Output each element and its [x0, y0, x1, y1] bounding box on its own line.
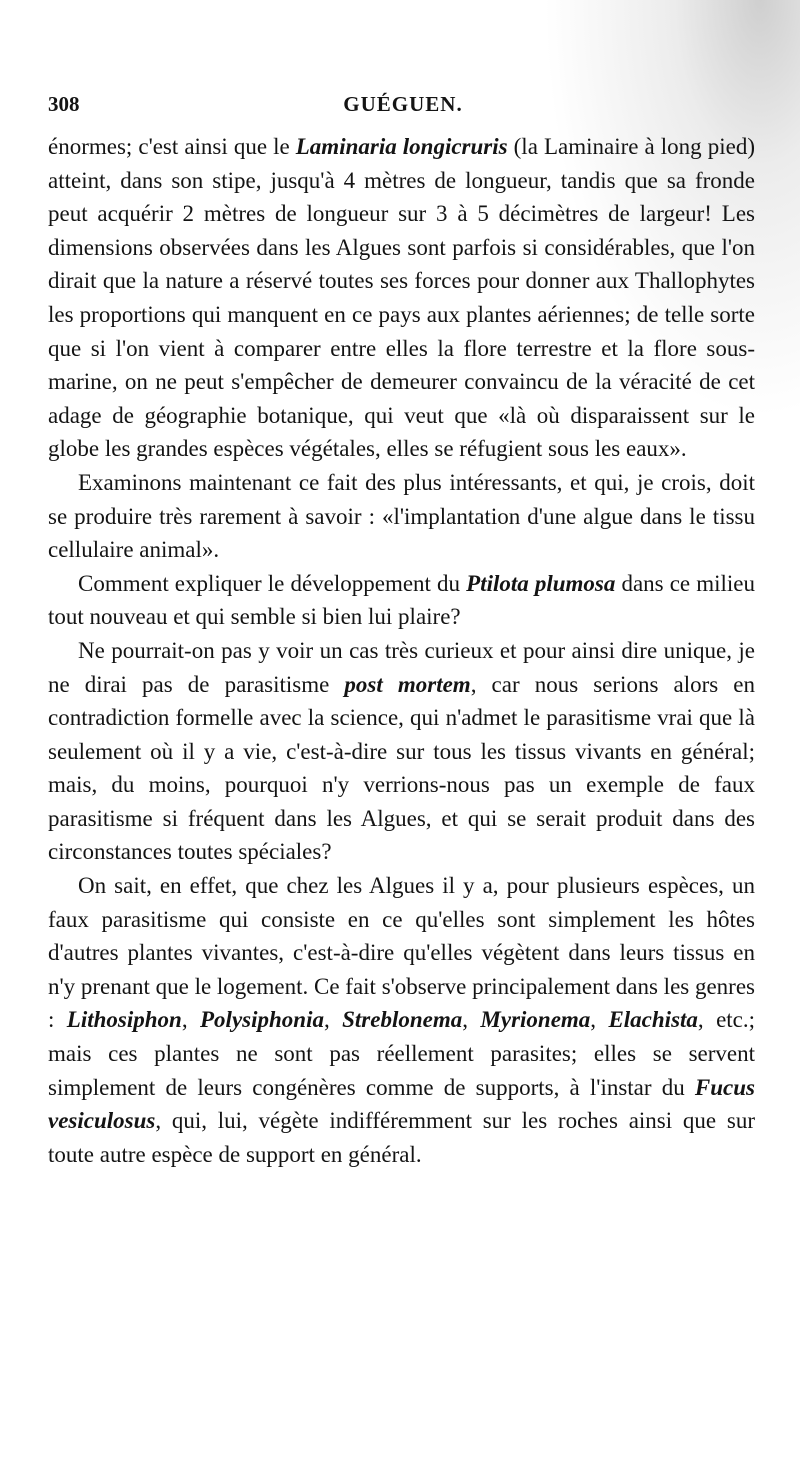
paragraph-2: [48, 466, 755, 567]
text-run: dans ce milieu tout nouveau et qui semble si bien lui plaire?: [48, 570, 755, 630]
text-run: ,: [323, 1007, 343, 1033]
genus-name: Myrionema: [480, 1007, 591, 1033]
genus-name: Polysiphonia: [200, 1007, 324, 1033]
species-name: Fucus vesiculosus: [48, 1074, 755, 1134]
text-run: ,: [590, 1007, 609, 1033]
text-run: , qui, lui, végète indifféremment sur les roches ainsi que sur toute autre espèce de support en général.: [48, 1108, 755, 1167]
text-run: Comment expliquer le développement du: [78, 570, 467, 596]
text-run: , car nous serions alors en contradiction formelle avec la science, qui n'admet le parasitisme vrai que là seulement où il y a vie, c'est-à-dire sur tous les tissus vivants en général; mais, du moins, pourquoi n'y verrions-nous pas un exemple de faux parasitisme si fréquent dans les Algues, et qui se serait produit dans des circonstances toutes spéciales?: [48, 671, 755, 865]
paragraph-3: [48, 567, 755, 634]
paragraph-4: [48, 634, 755, 869]
text-run: (la Laminaire à long pied) atteint, dans son stipe, jusqu'à 4 mètres de longueur, tandis que sa fronde peut acquérir 2 mètres de longueur sur 3 à 5 décimètres de largeur! Les dimensions observées dans les Algues sont parfois si considérables, que l'on dirait que la nature a réservé toutes ses forces pour donner aux Thallophytes les proportions qui manquent en ce pays aux plantes aériennes; de telle sorte que si l'on vient à comparer entre elles la flore terrestre et la flore sous-marine, on ne peut s'empêcher de demeurer convaincu de la véracité de cet adage de géographie botanique, qui veut que «là où disparaissent sur le globe les grandes espèces végétales, elles se réfugient sous les eaux».: [48, 134, 755, 462]
text-run: énormes; c'est ainsi que le: [48, 134, 296, 159]
text-run: On sait, en effet, que chez les Algues il y a, pour plusieurs espèces, un faux parasitisme qui consiste en ce qu'elles sont simplement les hôtes d'autres plantes vivantes, c'est-à-dire qu'elles végètent dans leurs tissus en n'y prenant que le logement. Ce fait s'observe principalement dans les genres :: [48, 873, 756, 1033]
text-run: Examinons maintenant ce fait des plus intéressants, et qui, je crois, doit se produire très rarement à savoir : «l'implantation d'une algue dans le tissu cellulaire animal».: [48, 469, 755, 563]
text-run: , etc.; mais ces plantes ne sont pas réellement parasites; elles se servent simplement de leurs congénères comme de supports, à l'instar du: [48, 1007, 756, 1100]
species-name: Laminaria longicruris: [295, 134, 508, 159]
genus-name: Streblonema: [342, 1007, 463, 1033]
species-name: Ptilota plumosa: [466, 570, 616, 596]
text-run: ,: [462, 1007, 481, 1033]
latin-phrase: post mortem: [344, 671, 471, 697]
page-header: [48, 92, 758, 122]
text-run: ,: [181, 1007, 200, 1033]
running-head: GUÉGUEN.: [343, 92, 463, 116]
text-run: Ne pourrait-on pas y voir un cas très curieux et pour ainsi dire unique, je ne dirai pas de parasitisme: [48, 637, 755, 697]
paragraph-1: [48, 130, 755, 466]
genus-name: Elachista: [608, 1007, 698, 1033]
page-number: 308: [48, 92, 80, 116]
genus-name: Lithosiphon: [66, 1007, 182, 1033]
paragraph-5: [48, 869, 755, 1171]
body-text: [48, 130, 755, 1171]
